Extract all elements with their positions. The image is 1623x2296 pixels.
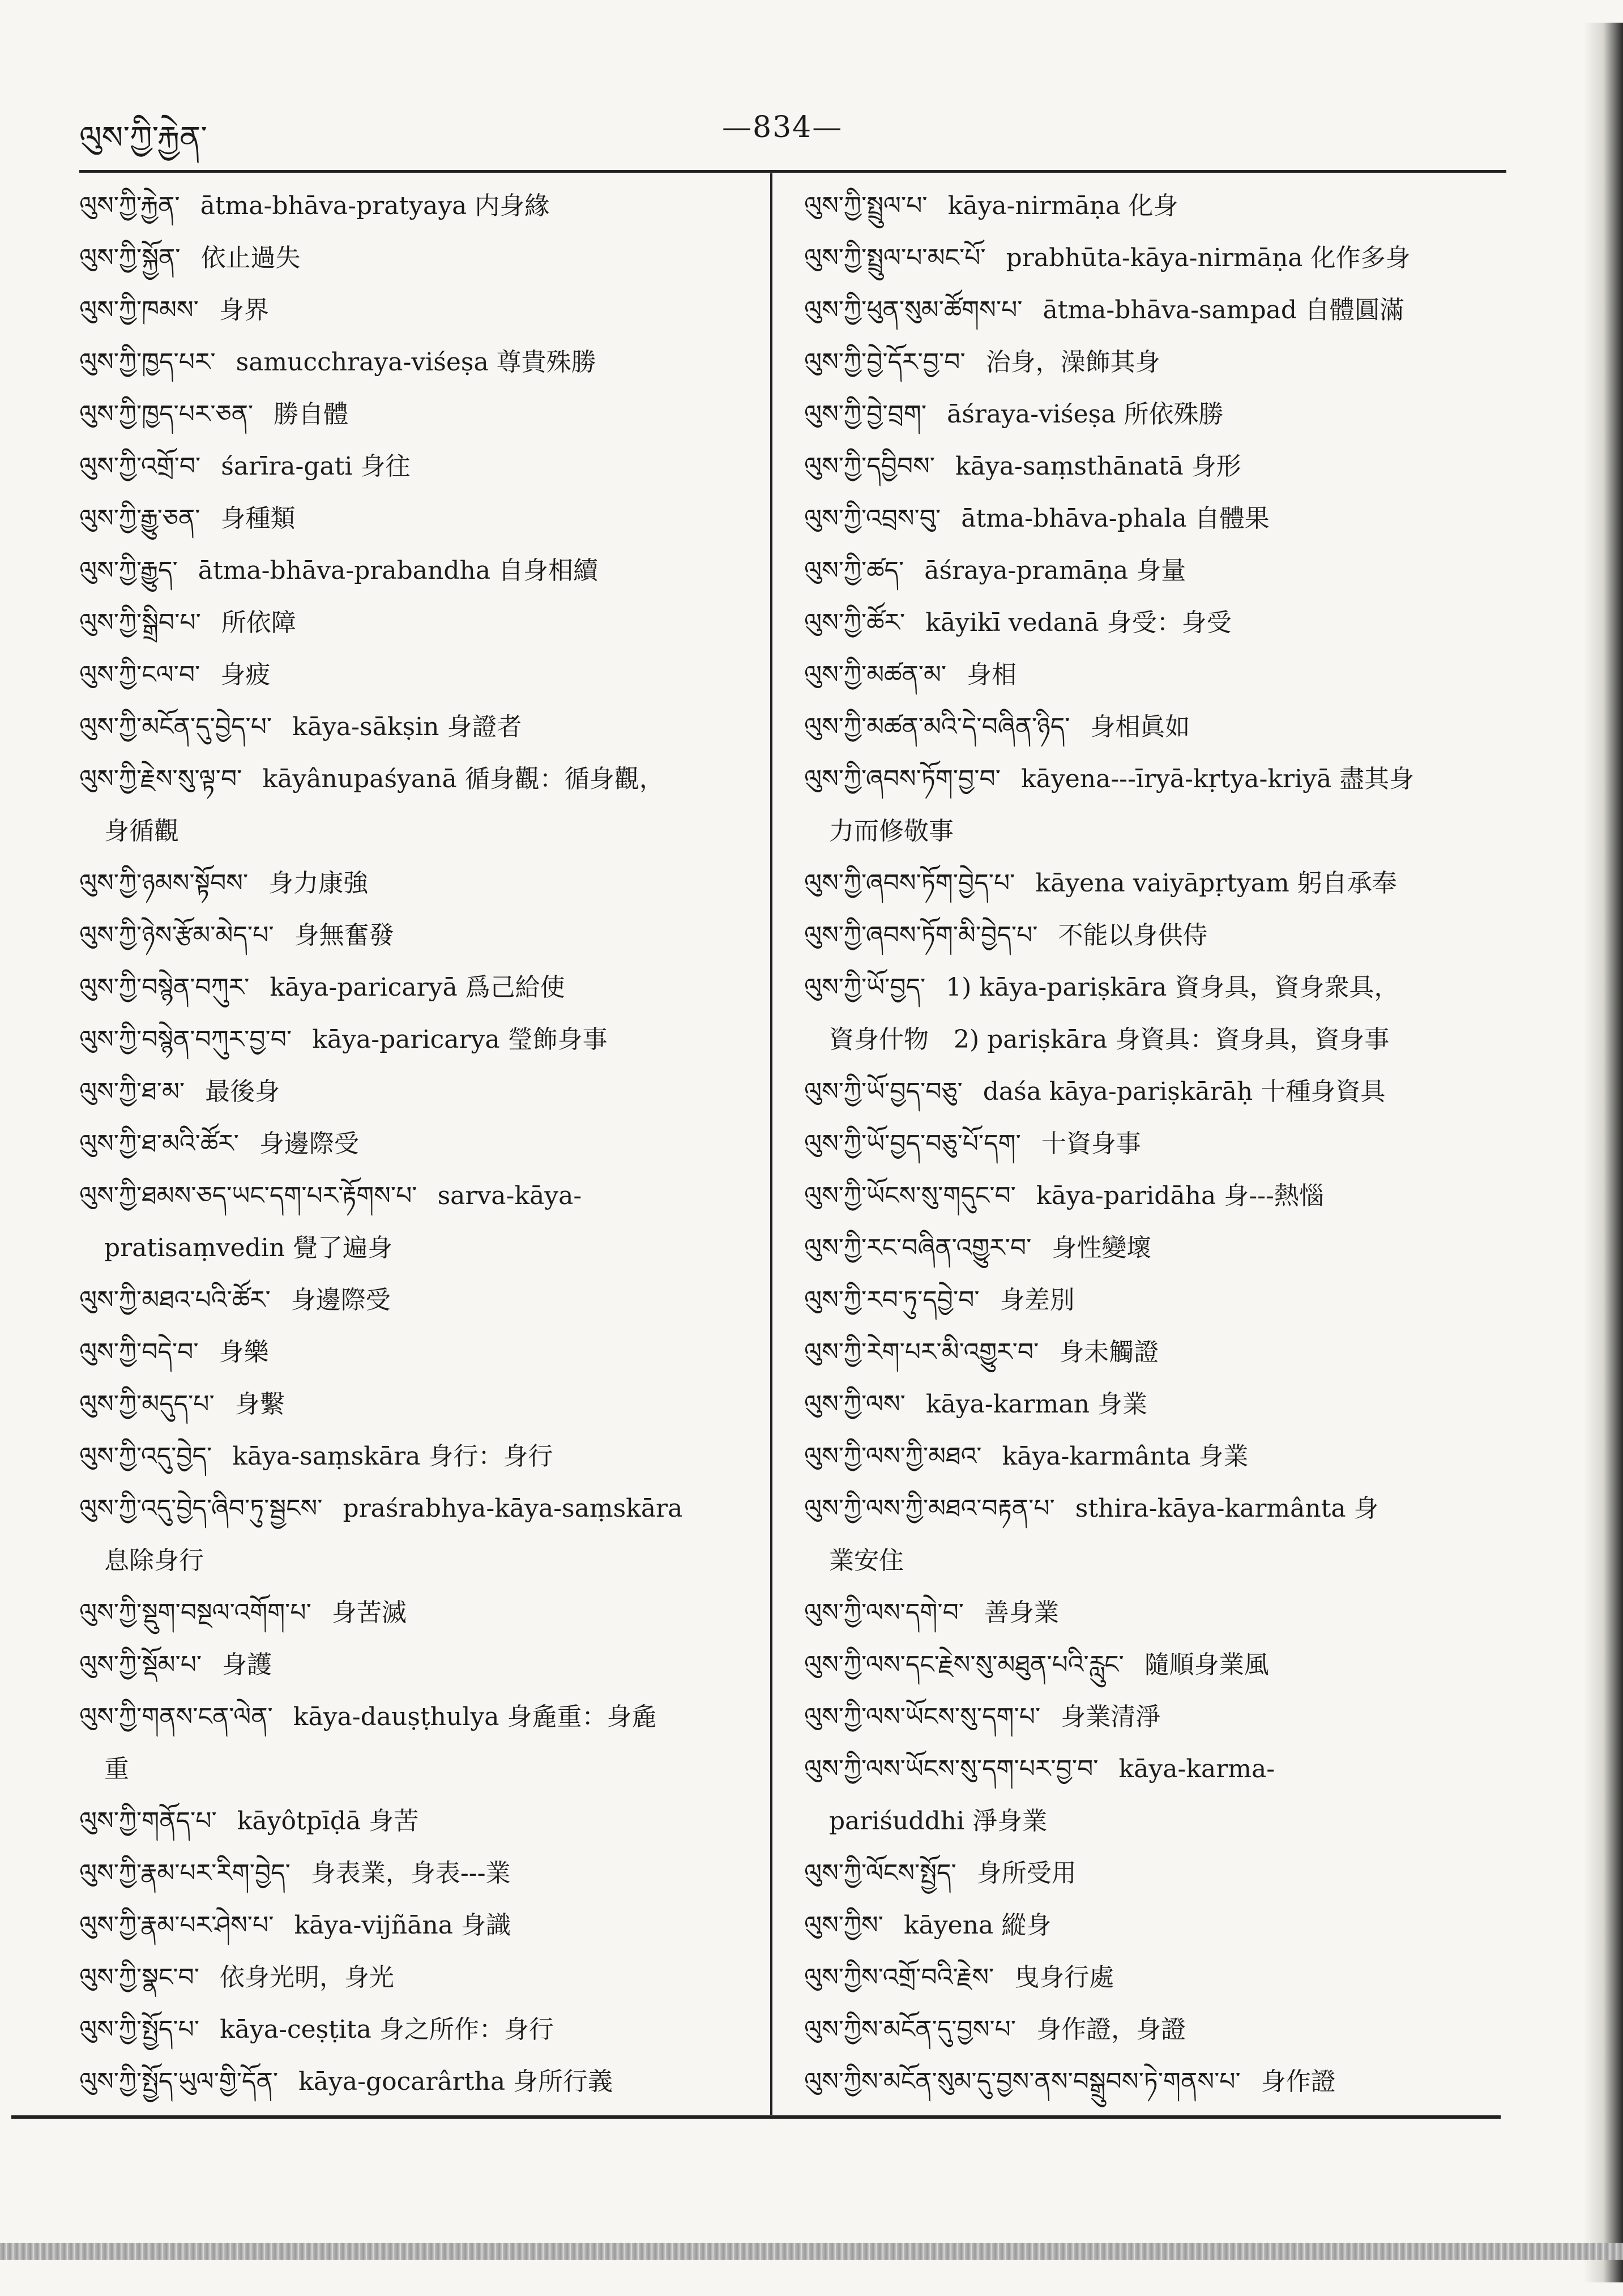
tibetan-headword: ལུས་ཀྱི་ཁམས་ bbox=[79, 296, 199, 325]
top-rule bbox=[79, 170, 1506, 173]
dictionary-entry bbox=[804, 2004, 1489, 2056]
tibetan-headword: ལུས་ཀྱི་དབྱིབས་ bbox=[804, 452, 936, 481]
dictionary-entry bbox=[804, 180, 1489, 232]
entry-gloss: sthira-kāya-karmânta 身 bbox=[1075, 1494, 1379, 1523]
entry-continuation: pariśuddhi 淨身業 bbox=[829, 1807, 1048, 1836]
entry-gloss: kāyôtpīḍā 身苦 bbox=[237, 1807, 419, 1836]
dictionary-entry bbox=[79, 1170, 764, 1222]
right-column bbox=[804, 180, 1489, 2108]
dictionary-entry bbox=[804, 336, 1489, 389]
entry-gloss: ātma-bhāva-sampad 自體圓滿 bbox=[1043, 296, 1405, 325]
tibetan-headword: ལུས་ཀྱི་བྱེ་བྲག་ bbox=[804, 400, 927, 429]
tibetan-headword: ལུས་ཀྱི་རྒྱུད་ bbox=[79, 556, 178, 585]
dictionary-entry bbox=[79, 1066, 764, 1118]
entry-gloss: 身業清淨 bbox=[1061, 1702, 1161, 1731]
tibetan-headword: ལུས་ཀྱི་ཞབས་ཏོག་བྱ་བ་ bbox=[804, 765, 1001, 793]
tibetan-headword: ལུས་ཀྱི་མཚན་མའི་དེ་བཞིན་ཉིད་ bbox=[804, 712, 1070, 741]
entry-gloss: sarva-kāya- bbox=[437, 1181, 582, 1210]
entry-gloss: 身相眞如 bbox=[1090, 712, 1190, 741]
entry-gloss: 身作證，身證 bbox=[1036, 2015, 1186, 2044]
entry-gloss: ātma-bhāva-pratyaya 内身緣 bbox=[200, 191, 550, 220]
dictionary-entry bbox=[804, 701, 1489, 753]
dictionary-entry bbox=[79, 232, 764, 284]
entry-gloss: kāya-paricaryā 爲己給使 bbox=[270, 973, 565, 1002]
tibetan-headword: ལུས་ཀྱི་ཞབས་ཏོག་མི་བྱེད་པ་ bbox=[804, 921, 1038, 950]
scan-edge bbox=[0, 2243, 1623, 2260]
entry-gloss: 身無奮發 bbox=[294, 921, 394, 950]
entry-gloss: kāya-saṃskāra 身行：身行 bbox=[232, 1442, 553, 1471]
tibetan-headword: ལུས་ཀྱི་གནས་ངན་ལེན་ bbox=[79, 1702, 273, 1731]
tibetan-headword: ལུས་ཀྱི་འབྲས་བུ་ bbox=[804, 504, 941, 533]
dictionary-entry bbox=[79, 2056, 764, 2108]
entry-gloss: 曳身行處 bbox=[1014, 1963, 1114, 1992]
entry-continuation: 身循觀 bbox=[104, 817, 179, 846]
tibetan-headword: ལུས་ཀྱི་ལས་དགེ་བ་ bbox=[804, 1598, 964, 1627]
entry-gloss: āśraya-viśeṣa 所依殊勝 bbox=[947, 400, 1224, 429]
dictionary-entry bbox=[79, 336, 764, 389]
tibetan-headword: ལུས་ཀྱི་སྡོམ་པ་ bbox=[79, 1650, 202, 1679]
dictionary-entry bbox=[804, 1847, 1489, 1900]
entry-gloss: daśa kāya-pariṣkārāḥ 十種身資具 bbox=[983, 1077, 1386, 1106]
entry-gloss: 身疲 bbox=[220, 660, 271, 689]
entry-gloss: kāya-vijñāna 身識 bbox=[294, 1911, 511, 1940]
entry-gloss: 身樂 bbox=[219, 1338, 269, 1367]
entry-gloss: kāya-paridāha 身---熱惱 bbox=[1036, 1181, 1324, 1210]
entry-gloss: 最後身 bbox=[205, 1077, 280, 1106]
tibetan-headword: ལུས་ཀྱི་སྐྱོན་ bbox=[79, 244, 181, 272]
dictionary-entry bbox=[804, 1952, 1489, 2004]
tibetan-headword: ལུས་ཀྱི་ཉེས་རྩོམ་མེད་པ་ bbox=[79, 921, 274, 950]
entry-gloss: 依身光明，身光 bbox=[220, 1963, 394, 1992]
entry-gloss: prabhūta-kāya-nirmāṇa 化作多身 bbox=[1006, 244, 1411, 272]
entry-gloss: kāya-karma- bbox=[1118, 1755, 1275, 1783]
tibetan-headword: ལུས་ཀྱི་ཡོ་བྱད་བཅུ་པོ་དག་ bbox=[804, 1129, 1021, 1158]
entry-gloss: ātma-bhāva-prabandha 自身相續 bbox=[198, 556, 599, 585]
tibetan-headword: ལུས་ཀྱི་ཡོ་བྱད་བཅུ་ bbox=[804, 1077, 963, 1106]
dictionary-entry bbox=[79, 597, 764, 649]
entry-continuation: 業安住 bbox=[829, 1546, 904, 1575]
dictionary-entry bbox=[804, 1900, 1489, 1952]
tibetan-headword: ལུས་ཀྱི་རྣམ་པར་རིག་བྱེད་ bbox=[79, 1859, 291, 1888]
tibetan-headword: ལུས་ཀྱི་རྐྱེན་ bbox=[79, 191, 180, 220]
dictionary-entry bbox=[804, 597, 1489, 649]
tibetan-headword: ལུས་ཀྱི་རྒྱུ་ཅན་ bbox=[79, 504, 200, 533]
dictionary-entry bbox=[804, 753, 1489, 805]
tibetan-headword: ལུས་ཀྱིས་མངོན་སུམ་དུ་བྱས་ནས་བསྒྲུབས་ཏེ་གནས་པ་ bbox=[804, 2067, 1241, 2096]
dictionary-entry bbox=[79, 1639, 764, 1691]
tibetan-headword: ལུས་ཀྱི་རྣམ་པར་ཤེས་པ་ bbox=[79, 1911, 274, 1940]
dictionary-entry bbox=[804, 910, 1489, 962]
dictionary-entry bbox=[79, 701, 764, 753]
dictionary-entry bbox=[79, 1118, 764, 1170]
dictionary-entry bbox=[79, 180, 764, 232]
entry-gloss: 身性變壞 bbox=[1052, 1234, 1152, 1262]
tibetan-headword: ལུས་ཀྱི་ཁྱད་པར་ཅན་ bbox=[79, 400, 254, 429]
dictionary-entry bbox=[79, 1326, 764, 1379]
tibetan-headword: ལུས་ཀྱི་ཚད་ bbox=[804, 556, 904, 585]
entry-gloss: 隨順身業風 bbox=[1144, 1650, 1269, 1679]
tibetan-headword: ལུས་ཀྱི་མདུད་པ་ bbox=[79, 1390, 215, 1419]
tibetan-headword: ལུས་ཀྱི་ཐ་མའི་ཚོར་ bbox=[79, 1129, 239, 1158]
entry-gloss: 不能以身供侍 bbox=[1058, 921, 1208, 950]
dictionary-entry bbox=[804, 284, 1489, 336]
entry-gloss: 身表業，身表---業 bbox=[310, 1859, 511, 1888]
tibetan-headword: ལུས་ཀྱི་ཕུན་སུམ་ཚོགས་པ་ bbox=[804, 296, 1023, 325]
dictionary-entry bbox=[79, 962, 764, 1014]
tibetan-headword: ལུས་ཀྱི་ཐམས་ཅད་ཡང་དག་པར་རྟོགས་པ་ bbox=[79, 1181, 417, 1210]
entry-gloss: 身未觸證 bbox=[1059, 1338, 1159, 1367]
dictionary-entry bbox=[79, 1795, 764, 1847]
entry-gloss: śarīra-gati 身往 bbox=[221, 452, 411, 481]
dictionary-entry bbox=[79, 493, 764, 545]
dictionary-entry bbox=[804, 1431, 1489, 1483]
tibetan-headword: ལུས་ཀྱི་བྱེ་དོར་བྱ་བ་ bbox=[804, 348, 966, 377]
tibetan-headword: ལུས་ཀྱི་ལས་ཡོངས་སུ་དག་པ་ bbox=[804, 1702, 1041, 1731]
entry-gloss: kāyena 縱身 bbox=[903, 1911, 1052, 1940]
entry-gloss: samucchraya-viśeṣa 尊貴殊勝 bbox=[236, 348, 596, 377]
entry-gloss: 身相 bbox=[967, 660, 1017, 689]
dictionary-entry bbox=[804, 1222, 1489, 1274]
entry-gloss: kāya-paricarya 瑩飾身事 bbox=[312, 1025, 608, 1054]
tibetan-headword: ལུས་ཀྱི་བསྙེན་བཀུར་བྱ་བ་ bbox=[79, 1025, 292, 1054]
tibetan-headword: ལུས་ཀྱི་ལས་དང་རྗེས་སུ་མཐུན་པའི་རླུང་ bbox=[804, 1650, 1124, 1679]
dictionary-entry bbox=[79, 545, 764, 597]
dictionary-entry bbox=[804, 493, 1489, 545]
entry-gloss: 所依障 bbox=[221, 608, 296, 637]
dictionary-entry bbox=[804, 441, 1489, 493]
dictionary-entry bbox=[804, 1587, 1489, 1639]
entry-gloss: 身繫 bbox=[234, 1390, 285, 1419]
dictionary-entry bbox=[79, 649, 764, 701]
entry-gloss: 身護 bbox=[222, 1650, 272, 1679]
entry-continuation: 息除身行 bbox=[104, 1546, 204, 1575]
dictionary-entry bbox=[79, 2004, 764, 2056]
entry-gloss: praśrabhya-kāya-saṃskāra bbox=[343, 1494, 683, 1523]
tibetan-headword: ལུས་ཀྱི་བདེ་བ་ bbox=[79, 1338, 199, 1367]
dictionary-entry bbox=[79, 284, 764, 336]
left-column bbox=[79, 180, 764, 2108]
tibetan-headword: ལུས་ཀྱིས་མངོན་དུ་བྱས་པ་ bbox=[804, 2015, 1016, 2044]
entry-gloss: āśraya-pramāṇa 身量 bbox=[924, 556, 1186, 585]
entry-gloss: 治身，澡飾其身 bbox=[985, 348, 1160, 377]
tibetan-headword: ལུས་ཀྱི་ཚོར་ bbox=[804, 608, 906, 637]
entry-gloss: kāya-gocarârtha 身所行義 bbox=[298, 2067, 613, 2096]
entry-gloss: kāyena---īryā-kṛtya-kriyā 盡其身 bbox=[1020, 765, 1415, 793]
dictionary-entry bbox=[79, 910, 764, 962]
dictionary-entry bbox=[804, 649, 1489, 701]
entry-gloss: 身力康強 bbox=[268, 869, 369, 898]
dictionary-entry bbox=[79, 389, 764, 441]
running-header: ལུས་ཀྱི་རྐྱེན་ bbox=[79, 120, 208, 156]
tibetan-headword: ལུས་ཀྱི་འདུ་བྱེད་ཞིབ་ཏུ་སྦྱངས་ bbox=[79, 1494, 323, 1523]
entry-gloss: 身界 bbox=[219, 296, 269, 325]
dictionary-entry bbox=[804, 389, 1489, 441]
tibetan-headword: ལུས་ཀྱི་མཚན་མ་ bbox=[804, 660, 947, 689]
dictionary-entry bbox=[79, 1952, 764, 2004]
dictionary-entry bbox=[804, 2056, 1489, 2108]
entry-gloss: 身種類 bbox=[220, 504, 296, 533]
tibetan-headword: ལུས་ཀྱི་རེག་པར་མི་འགྱུར་བ་ bbox=[804, 1338, 1039, 1367]
entry-gloss: 依止過失 bbox=[200, 244, 301, 272]
entry-gloss: 身差別 bbox=[1000, 1286, 1075, 1315]
tibetan-headword: ལུས་ཀྱི་མཐའ་པའི་ཚོར་ bbox=[79, 1286, 271, 1315]
tibetan-headword: ལུས་ཀྱི་ཡོངས་སུ་གདུང་བ་ bbox=[804, 1181, 1016, 1210]
entry-continuation: 重 bbox=[104, 1755, 129, 1783]
entry-gloss: 善身業 bbox=[984, 1598, 1060, 1627]
dictionary-entry bbox=[804, 1691, 1489, 1743]
tibetan-headword: ལུས་ཀྱི་འགྲོ་བ་ bbox=[79, 452, 201, 481]
dictionary-entry bbox=[804, 1639, 1489, 1691]
dictionary-entry bbox=[79, 1379, 764, 1431]
entry-gloss: 勝自體 bbox=[274, 400, 349, 429]
dictionary-entry bbox=[79, 441, 764, 493]
dictionary-entry bbox=[804, 857, 1489, 910]
tibetan-headword: ལུས་ཀྱི་ལས་ཀྱི་མཐའ་བརྟན་པ་ bbox=[804, 1494, 1055, 1523]
dictionary-entry bbox=[79, 1431, 764, 1483]
dictionary-entry bbox=[79, 857, 764, 910]
dictionary-entry bbox=[79, 1900, 764, 1952]
tibetan-headword: ལུས་ཀྱི་ལས་ཀྱི་མཐའ་ bbox=[804, 1442, 982, 1471]
tibetan-headword: ལུས་ཀྱི་སྤྱོད་ཡུལ་གྱི་དོན་ bbox=[79, 2067, 279, 2096]
entry-gloss: kāyikī vedanā 身受：身受 bbox=[925, 608, 1232, 637]
tibetan-headword: ལུས་ཀྱི་གནོད་པ་ bbox=[79, 1807, 217, 1836]
column-divider bbox=[770, 173, 772, 2115]
tibetan-headword: ལུས་ཀྱི་མངོན་དུ་བྱེད་པ་ bbox=[79, 712, 272, 741]
page-number: —834— bbox=[722, 110, 843, 144]
entry-gloss: 身邊際受 bbox=[291, 1286, 391, 1315]
entry-gloss: kāya-nirmāṇa 化身 bbox=[947, 191, 1178, 220]
tibetan-headword: ལུས་ཀྱི་རྗེས་སུ་ལྟ་བ་ bbox=[79, 765, 242, 793]
entry-continuation: 力而修敬事 bbox=[829, 817, 954, 846]
entry-gloss: kāya-ceṣṭita 身之所作：身行 bbox=[220, 2015, 554, 2044]
tibetan-headword: ལུས་ཀྱི་སྤྲུལ་པ་མང་པོ་ bbox=[804, 244, 986, 272]
tibetan-headword: ལུས་ཀྱི་ཉམས་སྟོབས་ bbox=[79, 869, 249, 898]
tibetan-headword: ལུས་ཀྱི་ལས་ bbox=[804, 1390, 906, 1419]
dictionary-entry bbox=[79, 1483, 764, 1535]
entry-gloss: ātma-bhāva-phala 自體果 bbox=[961, 504, 1270, 533]
entry-continuation: 資身什物 2) pariṣkāra 身資具：資身具，資身事 bbox=[829, 1025, 1390, 1054]
tibetan-headword: ལུས་ཀྱིས་ bbox=[804, 1911, 883, 1940]
entry-gloss: kāya-karman 身業 bbox=[925, 1390, 1147, 1419]
entry-gloss: 十資身事 bbox=[1041, 1129, 1141, 1158]
bottom-rule bbox=[11, 2115, 1501, 2119]
tibetan-headword: ལུས་ཀྱིས་འགྲོ་བའི་རྗེས་ bbox=[804, 1963, 994, 1992]
dictionary-entry bbox=[804, 1274, 1489, 1326]
entry-gloss: kāyena vaiyāpṛtyam 躬自承奉 bbox=[1035, 869, 1397, 898]
dictionary-entry bbox=[79, 1014, 764, 1066]
tibetan-headword: ལུས་ཀྱི་འདུ་བྱེད་ bbox=[79, 1442, 212, 1471]
dictionary-entry bbox=[804, 1483, 1489, 1535]
tibetan-headword: ལུས་ཀྱི་ལས་ཡོངས་སུ་དག་པར་བྱ་བ་ bbox=[804, 1755, 1099, 1783]
entry-gloss: kāyânupaśyanā 循身觀：循身觀， bbox=[262, 765, 664, 793]
dictionary-entry bbox=[804, 962, 1489, 1014]
dictionary-entry bbox=[79, 1691, 764, 1743]
entry-gloss: 身邊際受 bbox=[259, 1129, 359, 1158]
entry-gloss: 1) kāya-pariṣkāra 資身具，資身衆具， bbox=[946, 973, 1399, 1002]
entry-continuation: pratisaṃvedin 覺了遍身 bbox=[104, 1234, 393, 1262]
dictionary-entry bbox=[804, 545, 1489, 597]
tibetan-headword: ལུས་ཀྱི་ངལ་བ་ bbox=[79, 660, 200, 689]
entry-gloss: kāya-karmânta 身業 bbox=[1002, 1442, 1249, 1471]
entry-gloss: 身作證 bbox=[1261, 2067, 1336, 2096]
tibetan-headword: ལུས་ཀྱི་སྤྲུལ་པ་ bbox=[804, 191, 928, 220]
entry-gloss: 身苦滅 bbox=[331, 1598, 407, 1627]
dictionary-entry bbox=[79, 1847, 764, 1900]
tibetan-headword: ལུས་ཀྱི་རབ་ཏུ་དབྱེ་བ་ bbox=[804, 1286, 980, 1315]
dictionary-entry bbox=[804, 1066, 1489, 1118]
tibetan-headword: ལུས་ཀྱི་ཞབས་ཏོག་བྱེད་པ་ bbox=[804, 869, 1015, 898]
entry-gloss: kāya-sākṣin 身證者 bbox=[292, 712, 522, 741]
dictionary-entry bbox=[79, 1274, 764, 1326]
tibetan-headword: ལུས་ཀྱི་སྡུག་བསྔལ་འགོག་པ་ bbox=[79, 1598, 311, 1627]
entry-gloss: kāya-dauṣṭhulya 身麁重：身麁 bbox=[293, 1702, 657, 1731]
tibetan-headword: ལུས་ཀྱི་རང་བཞིན་འགྱུར་བ་ bbox=[804, 1234, 1032, 1262]
tibetan-headword: ལུས་ཀྱི་ལོངས་སྤྱོད་ bbox=[804, 1859, 956, 1888]
dictionary-entry bbox=[79, 753, 764, 805]
tibetan-headword: ལུས་ཀྱི་ཁྱད་པར་ bbox=[79, 348, 216, 377]
dictionary-entry bbox=[804, 1118, 1489, 1170]
dictionary-entry bbox=[804, 1170, 1489, 1222]
tibetan-headword: ལུས་ཀྱི་ཡོ་བྱད་ bbox=[804, 973, 926, 1002]
dictionary-entry bbox=[804, 232, 1489, 284]
entry-gloss: kāya-saṃsthānatā 身形 bbox=[955, 452, 1241, 481]
tibetan-headword: ལུས་ཀྱི་ཐ་མ་ bbox=[79, 1077, 185, 1106]
tibetan-headword: ལུས་ཀྱི་སྒྲིབ་པ་ bbox=[79, 608, 201, 637]
dictionary-entry bbox=[804, 1326, 1489, 1379]
tibetan-headword: ལུས་ཀྱི་བསྙེན་བཀུར་ bbox=[79, 973, 250, 1002]
page-edge-shadow bbox=[1583, 23, 1623, 2282]
dictionary-entry bbox=[804, 1743, 1489, 1795]
tibetan-headword: ལུས་ཀྱི་སྣང་བ་ bbox=[79, 1963, 199, 1992]
tibetan-headword: ལུས་ཀྱི་སྤྱོད་པ་ bbox=[79, 2015, 200, 2044]
dictionary-entry bbox=[79, 1587, 764, 1639]
dictionary-entry bbox=[804, 1379, 1489, 1431]
entry-gloss: 身所受用 bbox=[976, 1859, 1077, 1888]
